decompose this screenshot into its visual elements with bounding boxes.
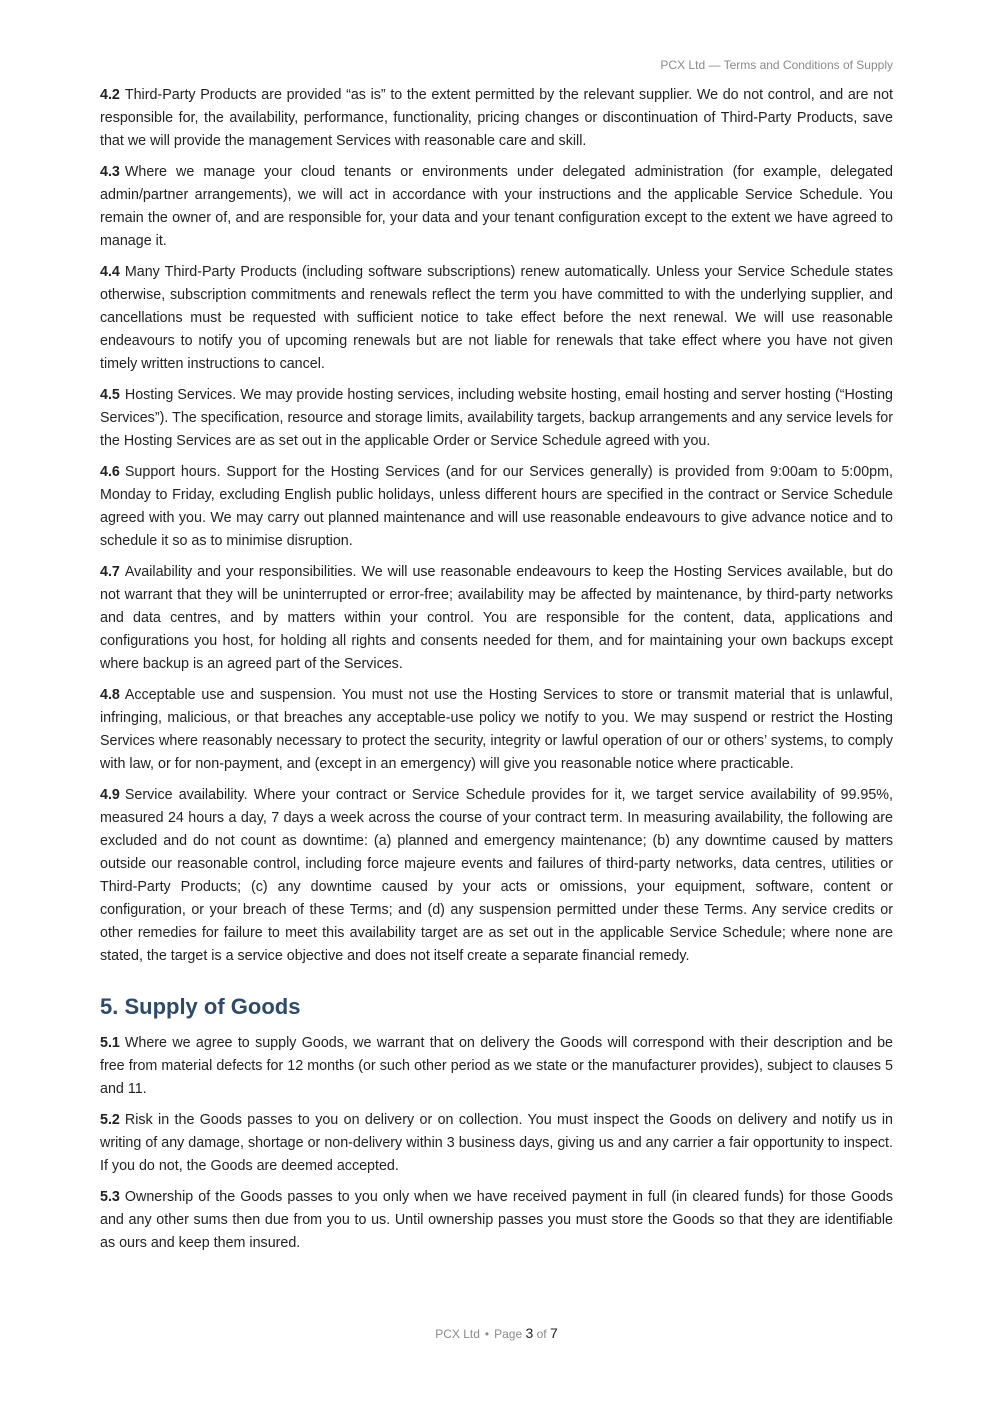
- clause-4-9: [100, 784, 893, 968]
- clause-text: Service availability. Where your contract or Service Schedule provides for it, we target service availability of 99.95%, measured 24 hours a day, 7 days a week across the course of your contract term. In measuring availability, the following are excluded and do not count as downtime: (a) planned and emergency maintenance; (b) any downtime caused by matters outside our reasonable control, including force majeure events and failures of third-party networks, data centres, utilities or Third-Party Products; (c) any downtime caused by your acts or omissions, your equipment, software, content or configuration, or your breach of these Terms; and (d) any suspension permitted under these Terms. Any service credits or other remedies for failure to meet this availability target are as set out in the applicable Service Schedule; where none are stated, the target is a service objective and does not itself create a separate financial remedy.: [100, 787, 893, 964]
- section-heading: 5. Supply of Goods: [100, 994, 301, 1019]
- clause-number: 4.6: [100, 464, 120, 480]
- clause-text: Where we agree to supply Goods, we warrant that on delivery the Goods will correspond with their description and be free from material defects for 12 months (or such other period as we state or the manufacturer provides), subject to clauses 5 and 11.: [100, 1035, 893, 1097]
- clause-number: 4.8: [100, 687, 120, 703]
- clause-number: 4.2: [100, 87, 120, 103]
- footer-of-word: of: [536, 1327, 547, 1341]
- page-footer: [0, 1325, 993, 1341]
- clause-text: Ownership of the Goods passes to you only when we have received payment in full (in cleared funds) for those Goods and any other sums then due from you to us. Until ownership passes you must store the Goods so that they are identifiable as ours and keep them insured.: [100, 1189, 893, 1251]
- clause-text: Risk in the Goods passes to you on delivery or on collection. You must inspect the Goods on delivery and notify us in writing of any damage, shortage or non-delivery within 3 business days, giving us and any carrier a fair opportunity to inspect. If you do not, the Goods are deemed accepted.: [100, 1112, 893, 1174]
- footer-page-current: 3: [525, 1325, 534, 1341]
- clause-number: 4.7: [100, 564, 120, 580]
- clause-4-2: [100, 84, 893, 153]
- footer-company: PCX Ltd: [435, 1327, 480, 1341]
- clause-5-1: [100, 1032, 893, 1101]
- clause-number: 5.3: [100, 1189, 120, 1205]
- running-header: PCX Ltd — Terms and Conditions of Supply: [660, 58, 893, 72]
- clause-number: 5.2: [100, 1112, 120, 1128]
- clause-text: Acceptable use and suspension. You must not use the Hosting Services to store or transmit material that is unlawful, infringing, malicious, or that breaches any acceptable-use policy we notify to you. We may suspend or restrict the Hosting Services where reasonably necessary to protect the security, integrity or lawful operation of our or others’ systems, to comply with law, or for non-payment, and (except in an emergency) will give you reasonable notice where practicable.: [100, 687, 893, 772]
- clause-number: 4.3: [100, 164, 120, 180]
- clause-text: Many Third-Party Products (including software subscriptions) renew automatically. Unless your Service Schedule states otherwise, subscription commitments and renewals reflect the term you have committed to with the underlying supplier, and cancellations must be requested with sufficient notice to take effect before the next renewal. We will use reasonable endeavours to notify you of upcoming renewals but are not liable for renewals that take effect where you have not given timely written instructions to cancel.: [100, 264, 893, 372]
- clause-4-5: [100, 384, 893, 453]
- footer-page-word: Page: [494, 1327, 523, 1341]
- clause-5-2: [100, 1109, 893, 1178]
- clause-5-3: [100, 1186, 893, 1255]
- footer-separator: •: [484, 1327, 490, 1341]
- clause-number: 4.4: [100, 264, 120, 280]
- clause-number: 4.9: [100, 787, 120, 803]
- clause-text: Where we manage your cloud tenants or environments under delegated administration (for example, delegated admin/partner arrangements), we will act in accordance with your instructions and the applicable Service Schedule. You remain the owner of, and are responsible for, your data and your tenant configuration except to the extent we have agreed to manage it.: [100, 164, 893, 249]
- clause-number: 4.5: [100, 387, 120, 403]
- clause-text: Third-Party Products are provided “as is” to the extent permitted by the relevant supplier. We do not control, and are not responsible for, the availability, performance, functionality, pricing changes or discontinuation of Third-Party Products, save that we will provide the management Services with reasonable care and skill.: [100, 87, 893, 149]
- clause-4-4: [100, 261, 893, 376]
- clause-4-7: [100, 561, 893, 676]
- clause-text: Hosting Services. We may provide hosting services, including website hosting, email hosting and server hosting (“Hosting Services”). The specification, resource and storage limits, availability targets, backup arrangements and any service levels for the Hosting Services are as set out in the applicable Order or Service Schedule agreed with you.: [100, 387, 893, 449]
- clause-4-3: [100, 161, 893, 253]
- clause-text: Availability and your responsibilities. We will use reasonable endeavours to keep the Hosting Services available, but do not warrant that they will be uninterrupted or error-free; availability may be affected by maintenance, by third-party networks and data centres, and by matters within your control. You are responsible for the content, data, applications and configurations you host, for holding all rights and consents needed for them, and for maintaining your own backups except where backup is an agreed part of the Services.: [100, 564, 893, 672]
- clause-4-8: [100, 684, 893, 776]
- clause-text: Support hours. Support for the Hosting Services (and for our Services generally) is provided from 9:00am to 5:00pm, Monday to Friday, excluding English public holidays, unless different hours are specified in the contract or Service Schedule agreed with you. We may carry out planned maintenance and will use reasonable endeavours to give advance notice and to schedule it so as to minimise disruption.: [100, 464, 893, 549]
- clause-4-6: [100, 461, 893, 553]
- document-body: [100, 84, 893, 1263]
- clause-number: 5.1: [100, 1035, 120, 1051]
- footer-page-total: 7: [549, 1325, 558, 1341]
